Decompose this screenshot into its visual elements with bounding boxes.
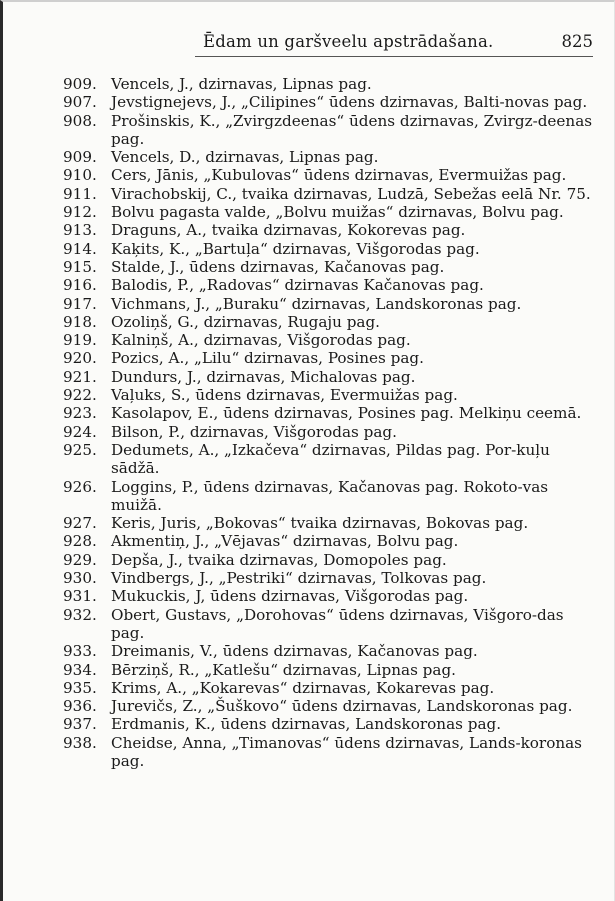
entry-number: 908. xyxy=(63,111,97,130)
list-item xyxy=(63,569,593,587)
page-number: 825 xyxy=(561,32,593,51)
list-item xyxy=(63,423,593,441)
entry-text: Jurevičs, Z., „Šuškovo“ ūdens dzirnavas, Landskoronas pag. xyxy=(111,697,573,716)
entry-number: 916. xyxy=(63,276,97,295)
entry-number: 914. xyxy=(63,239,97,258)
entry-text: Jevstignejevs, J., „Cilipines“ ūdens dzirnavas, Balti-novas pag. xyxy=(111,93,588,112)
entry-text: Kaķits, K., „Bartuļa“ dzirnavas, Višgorodas pag. xyxy=(111,239,480,258)
entry-number: 913. xyxy=(63,221,97,240)
entry-number: 915. xyxy=(63,257,97,276)
entry-text: Dedumets, A., „Izkačeva“ dzirnavas, Pildas pag. Por-kuļu sādžā. xyxy=(111,440,550,478)
entry-number: 928. xyxy=(63,532,97,551)
list-item xyxy=(63,185,593,203)
list-item xyxy=(63,203,593,221)
entry-text: Kalniņš, A., dzirnavas, Višgorodas pag. xyxy=(111,331,411,350)
list-item xyxy=(63,642,593,660)
entry-text: Vichmans, J., „Buraku“ dzirnavas, Landskoronas pag. xyxy=(111,294,522,313)
entry-text: Bolvu pagasta valde, „Bolvu muižas“ dzirnavas, Bolvu pag. xyxy=(111,203,564,222)
entry-number: 937. xyxy=(63,715,97,734)
entry-text: Virachobskij, C., tvaika dzirnavas, Ludzā, Sebežas eelā Nr. 75. xyxy=(111,184,591,203)
entry-text: Loggins, P., ūdens dzirnavas, Kačanovas pag. Rokoto-vas muižā. xyxy=(111,477,549,514)
list-item xyxy=(63,112,593,149)
entry-number: 927. xyxy=(63,514,97,533)
entry-text: Kasolapov, E., ūdens dzirnavas, Posines pag. Melkiņu ceemā. xyxy=(111,404,582,423)
entry-text: Depša, J., tvaika dzirnavas, Domopoles pag. xyxy=(111,550,447,569)
entry-number: 923. xyxy=(63,404,97,423)
running-title: Ēdam un garšveelu apstrādašana. xyxy=(203,32,494,51)
entry-number: 909. xyxy=(63,75,97,93)
entry-text: Ozoliņš, G., dzirnavas, Rugaju pag. xyxy=(111,312,381,331)
list-item xyxy=(63,532,593,550)
entry-number: 910. xyxy=(63,166,97,185)
entry-text: Prošinskis, K., „Zvirgzdeenas“ ūdens dzirnavas, Zvirgz-deenas pag. xyxy=(111,111,593,148)
entry-number: 922. xyxy=(63,386,97,405)
list-item xyxy=(63,93,593,111)
entry-text: Vaļuks, S., ūdens dzirnavas, Evermuižas pag. xyxy=(111,386,458,405)
entry-text: Cheidse, Anna, „Timanovas“ ūdens dzirnavas, Lands-koronas pag. xyxy=(111,733,582,770)
list-item xyxy=(63,679,593,697)
entry-number: 921. xyxy=(63,367,97,386)
header-rule xyxy=(195,56,593,57)
entry-text: Pozics, A., „Lilu“ dzirnavas, Posines pag. xyxy=(111,349,424,368)
list-item xyxy=(63,331,593,349)
entry-text: Balodis, P., „Radovas“ dzirnavas Kačanovas pag. xyxy=(111,276,484,295)
list-item xyxy=(63,276,593,294)
entry-text: Vencels, J., dzirnavas, Lipnas pag. xyxy=(111,75,372,93)
list-item xyxy=(63,258,593,276)
entry-number: 934. xyxy=(63,660,97,679)
page-header xyxy=(203,32,593,56)
entry-number: 919. xyxy=(63,331,97,350)
entry-number: 930. xyxy=(63,569,97,588)
list-item xyxy=(63,734,593,771)
list-item xyxy=(63,697,593,715)
entry-number: 926. xyxy=(63,477,97,496)
list-item xyxy=(63,404,593,422)
entry-number: 911. xyxy=(63,184,97,203)
entry-number: 920. xyxy=(63,349,97,368)
entry-number: 936. xyxy=(63,697,97,716)
entry-text: Krims, A., „Kokarevas“ dzirnavas, Kokarevas pag. xyxy=(111,678,495,697)
entry-number: 929. xyxy=(63,550,97,569)
entry-text: Akmentiņ, J., „Vējavas“ dzirnavas, Bolvu pag. xyxy=(111,532,459,551)
list-item xyxy=(63,606,593,643)
entry-number: 907. xyxy=(63,93,97,112)
list-item xyxy=(63,148,593,166)
list-item xyxy=(63,715,593,733)
list-item xyxy=(63,349,593,367)
entry-list xyxy=(63,75,593,770)
entry-text: Dreimanis, V., ūdens dzirnavas, Kačanovas pag. xyxy=(111,642,478,661)
entry-number: 938. xyxy=(63,733,97,752)
list-item xyxy=(63,368,593,386)
entry-text: Cers, Jānis, „Kubulovas“ ūdens dzirnavas, Evermuižas pag. xyxy=(111,166,567,185)
entry-text: Dundurs, J., dzirnavas, Michalovas pag. xyxy=(111,367,416,386)
entry-text: Mukuckis, J, ūdens dzirnavas, Višgorodas pag. xyxy=(111,587,469,606)
list-item xyxy=(63,661,593,679)
list-item xyxy=(63,240,593,258)
entry-number: 912. xyxy=(63,203,97,222)
list-item xyxy=(63,313,593,331)
entry-number: 918. xyxy=(63,312,97,331)
entry-number: 935. xyxy=(63,678,97,697)
entry-number: 924. xyxy=(63,422,97,441)
entry-text: Keris, Juris, „Bokovas“ tvaika dzirnavas, Bokovas pag. xyxy=(111,514,529,533)
entry-number: 933. xyxy=(63,642,97,661)
entry-number: 909. xyxy=(63,148,97,167)
entry-text: Vindbergs, J., „Pestriki“ dzirnavas, Tolkovas pag. xyxy=(111,569,487,588)
entry-text: Vencels, D., dzirnavas, Lipnas pag. xyxy=(111,148,379,167)
list-item xyxy=(63,551,593,569)
list-item xyxy=(63,221,593,239)
entry-text: Bilson, P., dzirnavas, Višgorodas pag. xyxy=(111,422,397,441)
list-item xyxy=(63,441,593,478)
entry-number: 931. xyxy=(63,587,97,606)
list-item xyxy=(63,478,593,515)
entry-text: Erdmanis, K., ūdens dzirnavas, Landskoronas pag. xyxy=(111,715,502,734)
list-item xyxy=(63,386,593,404)
entry-text: Draguns, A., tvaika dzirnavas, Kokorevas pag. xyxy=(111,221,466,240)
entry-number: 932. xyxy=(63,605,97,624)
list-item xyxy=(63,295,593,313)
entry-number: 925. xyxy=(63,440,97,459)
entry-text: Bērziņš, R., „Katlešu“ dzirnavas, Lipnas pag. xyxy=(111,660,457,679)
entry-text: Obert, Gustavs, „Dorohovas“ ūdens dzirnavas, Višgoro-das pag. xyxy=(111,605,564,642)
list-item xyxy=(63,166,593,184)
entry-number: 917. xyxy=(63,294,97,313)
list-item xyxy=(63,75,593,93)
list-item xyxy=(63,514,593,532)
list-item xyxy=(63,587,593,605)
entry-text: Stalde, J., ūdens dzirnavas, Kačanovas pag. xyxy=(111,257,445,276)
